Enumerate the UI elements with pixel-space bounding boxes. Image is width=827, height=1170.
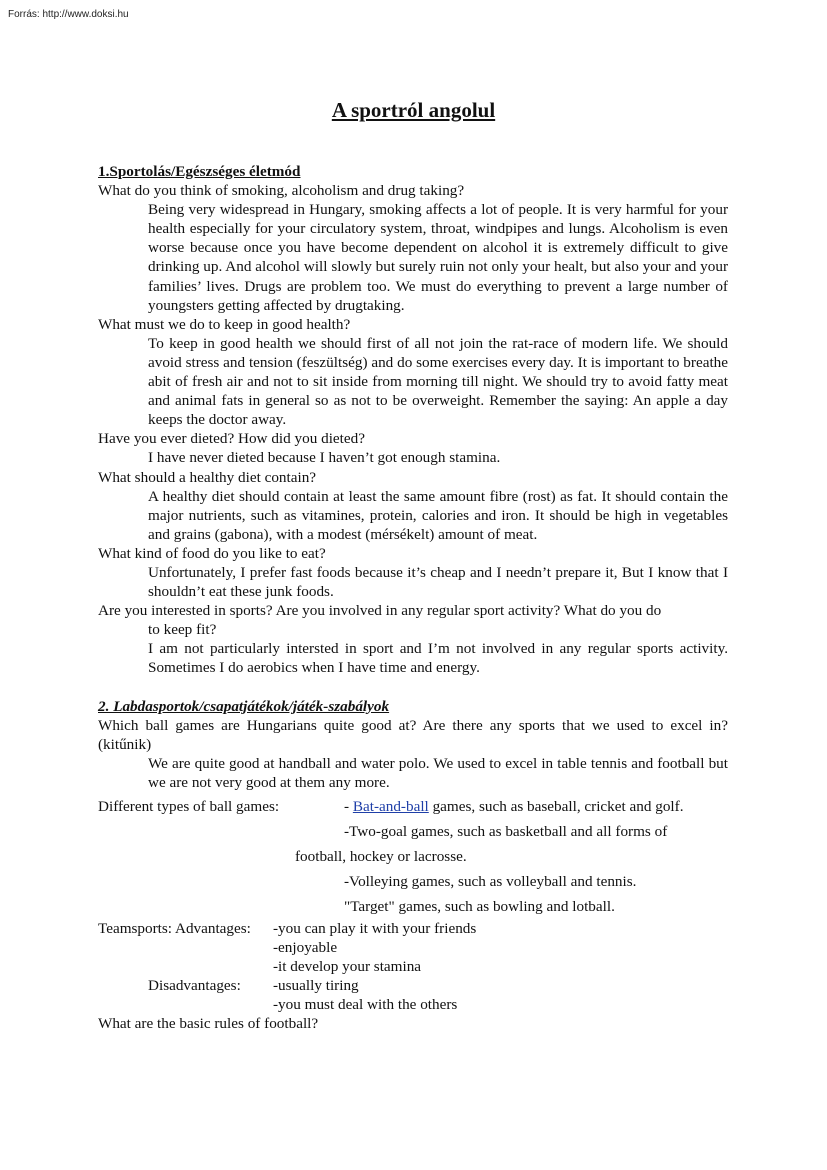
document-body	[98, 162, 728, 1034]
advantage-item: -enjoyable	[273, 939, 338, 957]
type-volleying: -Volleying games, such as volleyball and tennis.	[344, 873, 637, 890]
question: What kind of food do you like to eat?	[98, 544, 326, 562]
disadvantages-label: Disadvantages:	[148, 977, 241, 995]
answer: I am not particularly intersted in sport and I’m not involved in any regular sports activity. Sometimes I do aerobics when I have time and energy.	[148, 640, 728, 677]
answer: To keep in good health we should first of all not join the rat-race of modern life. We should avoid stress and tension (feszültség) and do some exercises every day. It is important to breathe abit of fresh air and not to sit inside from morning till night. We should try to avoid fatty meat and animal fats in general so as not to be overweight. Remember the saying: An apple a day keeps the doctor away.	[148, 334, 728, 429]
type-two-goal: -Two-goal games, such as basketball and all forms of	[344, 823, 668, 840]
question: What do you think of smoking, alcoholism and drug taking?	[98, 182, 465, 200]
source-line: Forrás: http://www.doksi.hu	[8, 9, 129, 20]
question: What must we do to keep in good health?	[98, 315, 351, 333]
answer: Unfortunately, I prefer fast foods because it’s cheap and I needn’t prepare it, But I know that I shouldn’t eat these junk foods.	[148, 563, 728, 601]
disadvantage-item: -you must deal with the others	[273, 996, 458, 1014]
answer: A healthy diet should contain at least the same amount fibre (rost) as fat. It should contain the major nutrients, such as vitamines, protein, calories and iron. It should be high in vegetables and grains (gabona), with a modest (mérsékelt) amount of meat.	[148, 487, 728, 543]
question: What are the basic rules of football?	[98, 1015, 319, 1033]
answer: I have never dieted because I haven’t got enough stamina.	[148, 449, 501, 467]
answer: We are quite good at handball and water polo. We used to excel in table tennis and football but we are not very good at them any more.	[148, 754, 728, 791]
question: Which ball games are Hungarians quite good at? Are there any sports that we used to excel in? (kitűnik)	[98, 716, 728, 753]
advantage-item: -it develop your stamina	[273, 958, 422, 976]
disadvantage-item: -usually tiring	[273, 977, 359, 995]
question: What should a healthy diet contain?	[98, 468, 317, 486]
types-label: Different types of ball games:	[98, 798, 280, 815]
question: Are you interested in sports? Are you involved in any regular sport activity? What do you do	[98, 602, 662, 620]
type-target: "Target" games, such as bowling and lotball.	[344, 898, 615, 915]
section-2-heading: 2. Labdasportok/csapatjátékok/játék-szabályok	[98, 697, 390, 715]
section-1-heading: 1.Sportolás/Egészséges életmód	[98, 163, 301, 180]
advantages-label: Teamsports: Advantages:	[98, 920, 251, 937]
question-continuation: to keep fit?	[148, 621, 217, 639]
question: Have you ever dieted? How did you dieted?	[98, 430, 365, 448]
page-title: A sportról angolul	[331, 98, 496, 122]
teamsports-block	[98, 919, 728, 1014]
advantage-item: -you can play it with your friends	[273, 920, 477, 937]
bat-and-ball-link[interactable]: Bat-and-ball	[352, 798, 429, 815]
type-two-goal-cont: football, hockey or lacrosse.	[295, 848, 467, 865]
ball-game-types: Different types of ball games: - Bat-and-ball games, such as baseball, cricket and golf. -Two-goal games, such as basketball and all forms of football, hockey or lacrosse. -Volleying games, such as volleyball and tennis. "Target" games, such as bowling and lotball.	[98, 794, 728, 919]
answer: Being very widespread in Hungary, smoking affects a lot of people. It is very harmful for your health especially for your circulatory system, throat, windpipes and lungs. Alcoholism is even worse because once you have become dependent on alcohol it is extremely difficult to give drinking up. And alcohol will slowly but surely ruin not only your healt, but also your and your families’ lives. Drugs are problem too. We must do everything to prevent a large number of youngsters getting affected by drugtaking.	[148, 201, 728, 314]
